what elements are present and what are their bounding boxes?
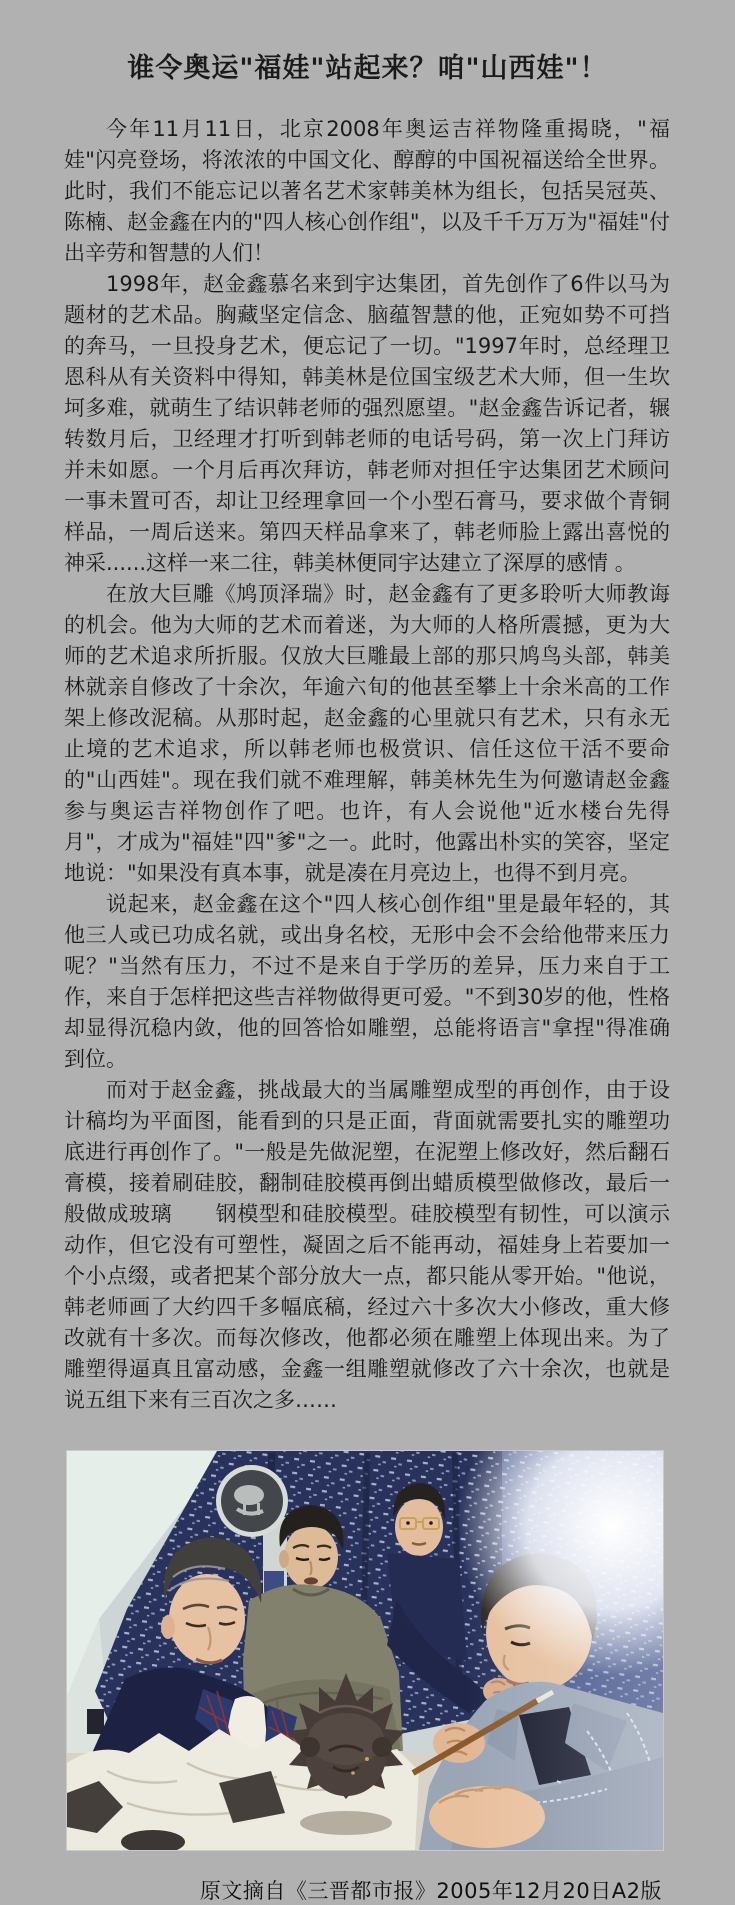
photo-wall-plaque xyxy=(216,1465,288,1537)
article-paragraph: 今年11月11日，北京2008年奥运吉祥物隆重揭晓，"福娃"闪亮登场，将浓浓的中国文化、醇醇的中国祝福送给全世界。此时，我们不能忘记以著名艺术家韩美林为组长，包括吴冠英、陈楠、赵金鑫在内的"四人核心创作组"，以及千千万万为"福娃"付出辛劳和智慧的人们！ xyxy=(64,117,670,265)
news-photo-illustration xyxy=(67,1451,663,1850)
article-paragraph: 说起来，赵金鑫在这个"四人核心创作组"里是最年轻的，其他三人或已功成名就，或出身名校，无形中会不会给他带来压力呢？"当然有压力，不过不是来自于学历的差异，压力来自于工作，来自于怎样把这些吉祥物做得更可爱。"不到30岁的他，性格却显得沉稳内敛，他的回答恰如雕塑，总能将语言"拿捏"得准确到位。 xyxy=(64,892,670,1071)
article-paragraph: 在放大巨雕《鸠顶泽瑞》时，赵金鑫有了更多聆听大师教诲的机会。他为大师的艺术而着迷，为大师的人格所震撼，更为大师的艺术追求所折服。仅放大巨雕最上部的那只鸠鸟头部，韩美林就亲自修改了十余次，年逾六旬的他甚至攀上十余米高的工作架上修改泥稿。从那时起，赵金鑫的心里就只有艺术，只有永无止境的艺术追求，所以韩老师也极赏识、信任这位干活不要命的"山西娃"。现在我们就不难理解，韩美林先生为何邀请赵金鑫参与奥运吉祥物创作了吧。也许，有人会说他"近水楼台先得月"，才成为"福娃"四"爹"之一。此时，他露出朴实的笑容，坚定地说："如果没有真本事，就是凑在月亮边上，也得不到月亮。 xyxy=(64,582,670,885)
article-body xyxy=(64,114,670,1416)
article-paragraph: 1998年，赵金鑫慕名来到宇达集团，首先创作了6件以马为题材的艺术品。胸藏坚定信念、脑蕴智慧的他，正宛如势不可挡的奔马，一旦投身艺术，便忘记了一切。"1997年时，总经理卫恩科从有关资料中得知，韩美林是位国宝级艺术大师，但一生坎坷多难，就萌生了结识韩老师的强烈愿望。"赵金鑫告诉记者，辗转数月后，卫经理才打听到韩老师的电话号码，第一次上门拜访并未如愿。一个月后再次拜访，韩老师对担任宇达集团艺术顾问一事未置可否，却让卫经理拿回一个小型石膏马，要求做个青铜样品，一周后送来。第四天样品拿来了，韩老师脸上露出喜悦的神采......这样一来二往，韩美林便同宇达建立了深厚的感情 。 xyxy=(64,272,670,575)
photo-caption: 原文摘自《三晋都市报》2005年12月20日A2版 xyxy=(199,1879,662,1903)
photo-wall-speaker xyxy=(87,1709,104,1734)
photo-light-fog xyxy=(467,1451,663,1850)
article-title: 谁令奥运"福娃"站起来？咱"山西娃"！ xyxy=(127,53,608,84)
news-photo xyxy=(66,1450,664,1851)
article-paragraph: 而对于赵金鑫，挑战最大的当属雕塑成型的再创作，由于设计稿均为平面图，能看到的只是正面，背面就需要扎实的雕塑功底进行再创作了。"一般是先做泥塑，在泥塑上修改好，然后翻石膏模，接着刷硅胶，翻制硅胶模再倒出蜡质模型做修改，最后一般做成玻璃 钢模型和硅胶模型。硅胶模型有韧性，可以演示动作，但它没有可塑性，凝固之后不能再动，福娃身上若要加一个小点缀，或者把某个部分放大一点，都只能从零开始。"他说，韩老师画了大约四千多幅底稿，经过六十多次大小修改，重大修改就有十多次。而每次修改，他都必须在雕塑上体现出来。为了雕塑得逼真且富动感，金鑫一组雕塑就修改了六十余次，也就是说五组下来有三百次之多…… xyxy=(64,1078,670,1412)
